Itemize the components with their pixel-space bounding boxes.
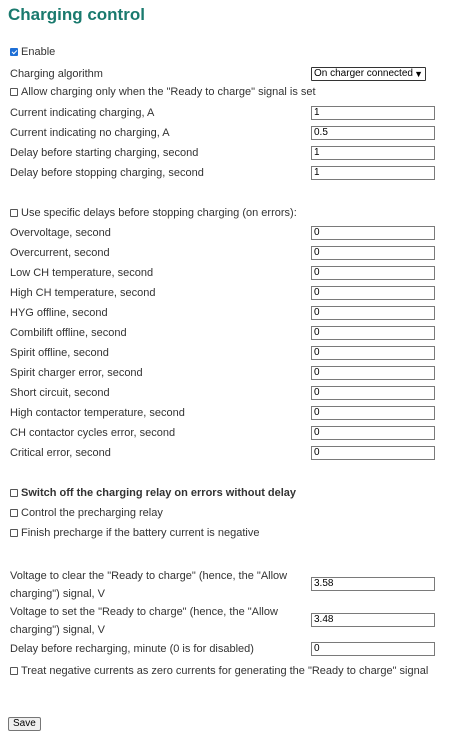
finish-precharge-row <box>10 526 259 540</box>
short-circuit-input[interactable]: 0 <box>311 386 435 400</box>
enable-row <box>10 45 55 59</box>
voltage-set-input[interactable]: 3.48 <box>311 613 435 627</box>
ready-only-label: Allow charging only when the "Ready to charge" signal is set <box>21 86 316 98</box>
ready-only-checkbox[interactable] <box>10 88 18 96</box>
ready-only-row <box>10 85 316 99</box>
ch-contactor-cycles-input[interactable]: 0 <box>311 426 435 440</box>
critical-error-input[interactable]: 0 <box>311 446 435 460</box>
high-contactor-temp-input[interactable]: 0 <box>311 406 435 420</box>
chevron-down-icon: ▼ <box>414 69 423 79</box>
error-label-combilift-offline: Combilift offline, second <box>10 327 127 339</box>
enable-checkbox[interactable] <box>10 48 18 56</box>
algorithm-select[interactable] <box>311 67 426 81</box>
error-label-high-contactor-temp: High contactor temperature, second <box>10 407 185 419</box>
finish-precharge-label: Finish precharge if the battery current is negative <box>21 527 260 539</box>
voltage-clear-label: Voltage to clear the "Ready to charge" (hence, the "Allow charging") signal, V <box>10 570 288 600</box>
voltage-clear-input[interactable]: 3.58 <box>311 577 435 591</box>
error-label-high-ch-temp: High CH temperature, second <box>10 287 156 299</box>
error-label-overvoltage: Overvoltage, second <box>10 227 111 239</box>
enable-label: Enable <box>21 46 56 58</box>
voltage-set-label: Voltage to set the "Ready to charge" (hence, the "Allow charging") signal, V <box>10 606 278 636</box>
field-label-current-charging: Current indicating charging, A <box>10 107 155 119</box>
hyg-offline-input[interactable]: 0 <box>311 306 435 320</box>
switch-off-label: Switch off the charging relay on errors without delay <box>21 487 297 499</box>
error-label-critical-error: Critical error, second <box>10 447 111 459</box>
treat-negative-row <box>10 662 440 680</box>
current-no-charging-input[interactable]: 0.5 <box>311 126 435 140</box>
recharge-delay-label: Delay before recharging, minute (0 is for disabled) <box>10 643 254 655</box>
high-ch-temp-input[interactable]: 0 <box>311 286 435 300</box>
field-label-delay-start: Delay before starting charging, second <box>10 147 199 159</box>
error-label-ch-contactor-cycles: CH contactor cycles error, second <box>10 427 176 439</box>
switch-off-checkbox[interactable] <box>10 489 18 497</box>
combilift-offline-input[interactable]: 0 <box>311 326 435 340</box>
page-title: Charging control <box>8 5 145 24</box>
save-button[interactable]: Save <box>8 717 41 731</box>
error-label-short-circuit: Short circuit, second <box>10 387 110 399</box>
algorithm-label: Charging algorithm <box>10 68 103 80</box>
algorithm-value: On charger connected <box>314 68 413 79</box>
current-charging-input[interactable]: 1 <box>311 106 435 120</box>
field-label-current-no-charging: Current indicating no charging, A <box>10 127 170 139</box>
field-label-delay-stop: Delay before stopping charging, second <box>10 167 204 179</box>
low-ch-temp-input[interactable]: 0 <box>311 266 435 280</box>
specific-delays-checkbox[interactable] <box>10 209 18 217</box>
error-label-low-ch-temp: Low CH temperature, second <box>10 267 154 279</box>
precharge-checkbox[interactable] <box>10 509 18 517</box>
error-label-spirit-offline: Spirit offline, second <box>10 347 109 359</box>
precharge-label: Control the precharging relay <box>21 507 163 519</box>
precharge-row <box>10 506 163 520</box>
finish-precharge-checkbox[interactable] <box>10 529 18 537</box>
delay-start-input[interactable]: 1 <box>311 146 435 160</box>
spirit-charger-error-input[interactable]: 0 <box>311 366 435 380</box>
treat-negative-checkbox[interactable] <box>10 667 18 675</box>
error-label-overcurrent: Overcurrent, second <box>10 247 110 259</box>
recharge-delay-input[interactable]: 0 <box>311 642 435 656</box>
spirit-offline-input[interactable]: 0 <box>311 346 435 360</box>
delay-stop-input[interactable]: 1 <box>311 166 435 180</box>
treat-negative-label: Treat negative currents as zero currents for generating the "Ready to charge" signal <box>21 665 429 677</box>
specific-delays-row <box>10 206 297 220</box>
overcurrent-input[interactable]: 0 <box>311 246 435 260</box>
error-label-hyg-offline: HYG offline, second <box>10 307 108 319</box>
switch-off-row <box>10 486 296 500</box>
overvoltage-input[interactable]: 0 <box>311 226 435 240</box>
specific-delays-label: Use specific delays before stopping charging (on errors): <box>21 207 297 219</box>
error-label-spirit-charger-error: Spirit charger error, second <box>10 367 143 379</box>
